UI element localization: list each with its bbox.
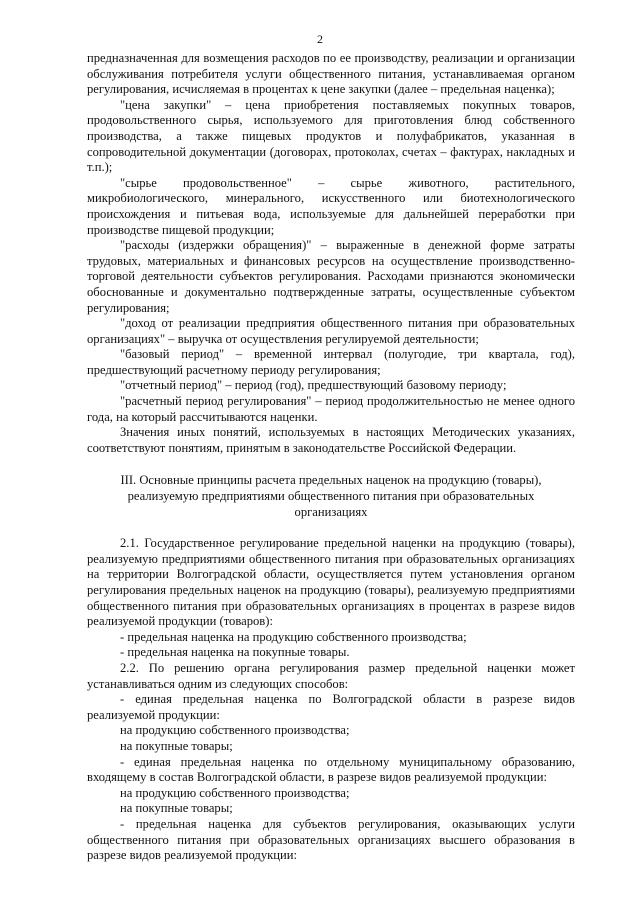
paragraph-base-period-definition: "базовый период" – временной интервал (полугодие, три квартала, год), предшествующий расчетному периоду регулирования; bbox=[87, 347, 575, 377]
paragraph-2-1: 2.1. Государственное регулирование предельной наценки на продукцию (товары), реализуемую предприятиями общественного питания при образовательных организациях на территории Волгоградской области, осуществляется путем установления органом регулирования предельных наценок на продукцию (товары), реализуемую предприятиями общественного питания при образовательных организациях в процентах в разрезе видов реализуемой продукции (товаров): bbox=[87, 536, 575, 629]
list-item: на покупные товары; bbox=[120, 738, 233, 753]
paragraph-purchase-price-definition: "цена закупки" – цена приобретения поставляемых покупных товаров, продовольственного сырья, используемого для приготовления блюд собственного производства, а также пищевых продуктов и полуфабрикатов, указанная в сопроводительной документации (договорах, протоколах, счетах – фактурах, накладных и т.п.); bbox=[87, 97, 575, 175]
list-item: - единая предельная наценка по Волгоградской области в разрезе видов реализуемой продукции: bbox=[87, 692, 575, 722]
list-item: на покупные товары; bbox=[120, 801, 233, 816]
paragraph-raw-food-definition: "сырье продовольственное" – сырье животного, растительного, микробиологического, минерального, искусственного или биотехнологического происхождения и питьевая вода, используемые для дальнейшей переработки при производстве пищевой продукции; bbox=[87, 175, 575, 237]
paragraph-expenses-definition: "расходы (издержки обращения)" – выраженные в денежной форме затраты трудовых, материальных и финансовых ресурсов на осуществление производственно-торговой деятельности субъектов регулирования. Расходами признаются экономически обоснованные и документально подтвержденные затраты, осуществленные субъектом регулирования; bbox=[87, 238, 575, 315]
paragraph-2-2: 2.2. По решению органа регулирования размер предельной наценки может устанавливаться одним из следующих способов: bbox=[87, 660, 575, 691]
paragraph-markup-definition-continued: предназначенная для возмещения расходов по ее производству, реализации и организации обслуживания потребителя услуги общественного питания, устанавливаемая органом регулирования, исчисляемая в процентах к цене закупки (далее – предельная наценка); bbox=[87, 51, 575, 97]
list-item: на продукцию собственного производства; bbox=[120, 785, 350, 800]
paragraph-income-definition: "доход от реализации предприятия общественного питания при образовательных организациях" – выручка от осуществления регулируемой деятельности; bbox=[87, 316, 575, 346]
list-item: - предельная наценка для субъектов регулирования, оказывающих услуги общественного питания при образовательных организациях высшего образования в разрезе видов реализуемой продукции: bbox=[87, 816, 575, 863]
section-heading: III. Основные принципы расчета предельных наценок на продукцию (товары), реализуемую предприятиями общественного питания при образовательных организациях bbox=[120, 473, 542, 519]
paragraph-settlement-period-definition: "расчетный период регулирования" – период продолжительностью не менее одного года, на который рассчитываются наценки. bbox=[87, 394, 575, 424]
list-item: - единая предельная наценка по отдельному муниципальному образованию, входящему в состав Волгоградской области, в разрезе видов реализуемой продукции: bbox=[87, 754, 575, 785]
document-body bbox=[87, 51, 575, 864]
paragraph-other-terms: Значения иных понятий, используемых в настоящих Методических указаниях, соответствуют понятиям, принятым в законодательстве Российской Федерации. bbox=[87, 425, 575, 455]
list-item: на продукцию собственного производства; bbox=[120, 723, 350, 738]
paragraph-reporting-period-definition: "отчетный период" – период (год), предшествующий базовому периоду; bbox=[120, 378, 507, 393]
list-item: - предельная наценка на продукцию собственного производства; bbox=[120, 629, 467, 644]
page-number: 2 bbox=[317, 32, 323, 46]
list-item: - предельная наценка на покупные товары. bbox=[120, 645, 350, 660]
